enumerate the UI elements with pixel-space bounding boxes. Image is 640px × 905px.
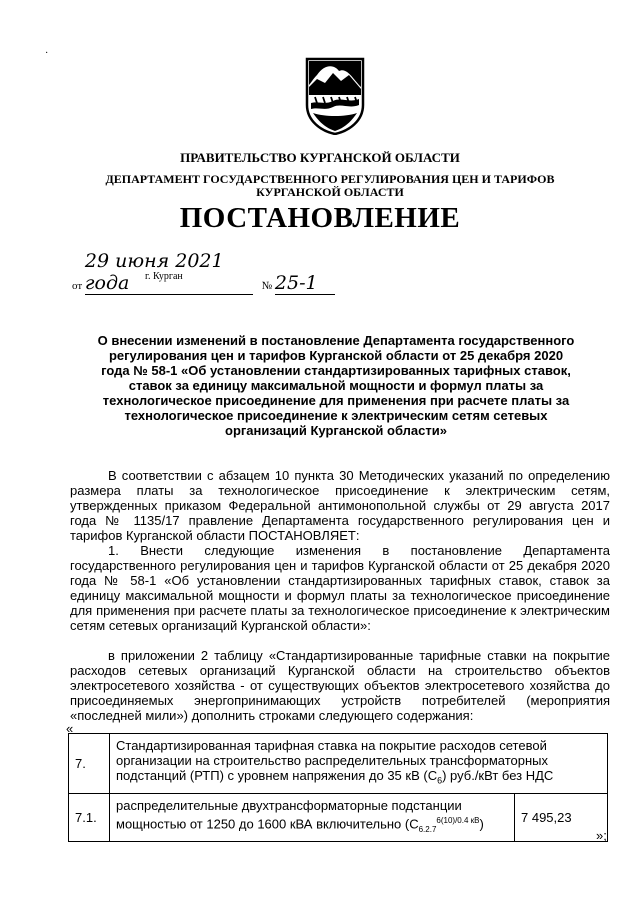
document-subject: О внесении изменений в постановление Департамента государственного регулирования цен и тарифов Курганской области от 25 декабря 2020 года № 58-1 «Об установлении стандартизированных тарифных ставок, ставок за единицу максимальной мощности и формул платы за технологическое присоединение для применения при расчете платы за технологическое присоединение к электрическим сетям сетевых организаций Курганской области» [97,333,575,438]
city-label: г. Курган [145,271,183,282]
quote-open-mark: « [66,721,74,736]
quote-close-mark: »; [596,828,607,843]
row-number-cell: 7. [69,734,110,794]
rates-table [68,733,608,842]
body-paragraph: 1. Внести следующие изменения в постановление Департамента государственного регулирования цен и тарифов Курганской области от 25 декабря 2020 года № 58-1 «Об установлении стандартизированных тарифных ставок, ставок за единицу максимальной мощности и формул платы за технологическое присоединение для применения при расчете платы за технологическое присоединение к электрическим сетям сетевых организаций Курганской области»: [70,543,610,633]
row-value-cell: 7 495,23 [515,793,608,841]
corner-mark: · [45,48,49,59]
number-prefix: № [261,280,273,292]
row-description-cell: Стандартизированная тарифная ставка на покрытие расходов сетевой организации на строительство распределительных трансформаторных подстанций (РТП) с уровнем напряжения до 35 кВ $(С_6)$ руб./кВт без НДС [110,734,608,794]
table-row [69,793,608,841]
row-number-cell: 7.1. [69,793,110,841]
number-handwritten: 25-1 [275,272,335,295]
coat-of-arms-emblem [303,57,367,135]
row-description-cell: распределительные двухтрансформаторные подстанции мощностью от 1250 до 1600 кВА включительно $(С_{6.2.7}^{6(10)/0.4 кВ})$ [110,793,515,841]
department-name: ДЕПАРТАМЕНТ ГОСУДАРСТВЕННОГО РЕГУЛИРОВАНИЯ ЦЕН И ТАРИФОВ КУРГАНСКОЙ ОБЛАСТИ [105,172,555,199]
date-number-row [72,250,335,295]
document-type-title: ПОСТАНОВЛЕНИЕ [179,202,461,234]
body-paragraph: В соответствии с абзацем 10 пункта 30 Методических указаний по определению размера платы за технологическое присоединение к электрическим сетям, утвержденных приказом Федеральной антимонопольной службы от 29 августа 2017 года № 1135/17 правление Департамента государственного регулирования цен и тарифов Курганской области ПОСТАНОВЛЯЕТ: [70,468,610,543]
body-paragraph: в приложении 2 таблицу «Стандартизированные тарифные ставки на покрытие расходов сетевых организаций Курганской области на строительство объектов электросетевого хозяйства - от существующих объектов электросетевого хозяйства до присоединяемых энергопринимающих устройств потребителей (мероприятия «последней мили») дополнить строками следующего содержания: [70,648,610,723]
organization-name: ПРАВИТЕЛЬСТВО КУРГАНСКОЙ ОБЛАСТИ [180,150,460,165]
table-row [69,734,608,794]
date-handwritten: 29 июня 2021 года [85,250,253,295]
date-prefix: от [72,280,83,292]
